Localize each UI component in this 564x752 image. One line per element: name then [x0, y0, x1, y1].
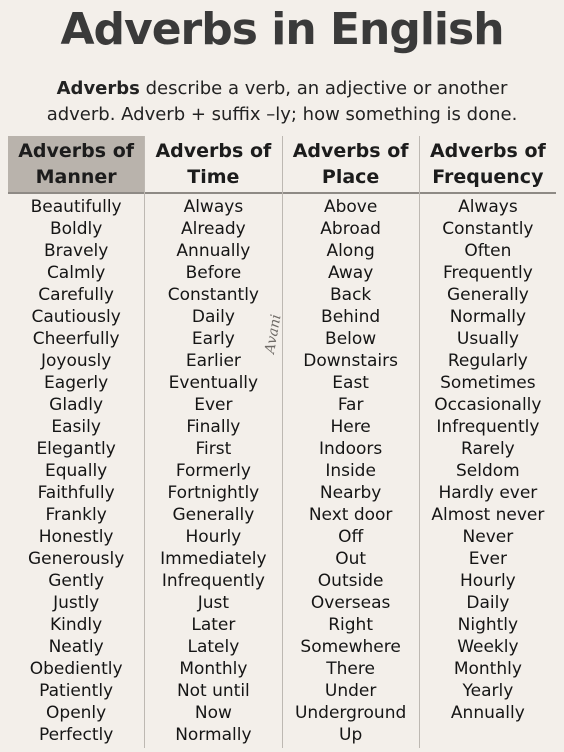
list-item: Overseas: [310, 593, 391, 613]
list-item: Elegantly: [36, 439, 116, 459]
list-item: First: [195, 439, 232, 459]
list-item: Nightly: [457, 615, 519, 635]
list-item: Downstairs: [303, 351, 398, 371]
subtitle-line-1-text: describe a verb, an adjective or another: [139, 78, 508, 99]
list-item: Justly: [53, 593, 100, 613]
list-item: Here: [330, 417, 371, 437]
list-item: Annually: [176, 241, 251, 261]
list-item: Frankly: [45, 505, 107, 525]
list-item: Formerly: [175, 461, 251, 481]
list-item: Never: [462, 527, 514, 547]
list-item: Patiently: [39, 681, 114, 701]
list-item: Infrequently: [436, 417, 540, 437]
list-item: Far: [337, 395, 364, 415]
column-header-time: Adverbs of Time: [145, 136, 281, 194]
list-item: Right: [328, 615, 374, 635]
list-item: Somewhere: [300, 637, 401, 657]
list-item: Daily: [191, 307, 235, 327]
list-item: Out: [335, 549, 367, 569]
column-header-place: Adverbs of Place: [283, 136, 419, 194]
list-item: Indoors: [319, 439, 383, 459]
list-item: Already: [181, 219, 246, 239]
list-item: Yearly: [462, 681, 514, 701]
list-item: Hourly: [460, 571, 516, 591]
list-item: Early: [191, 329, 235, 349]
list-item: Normally: [449, 307, 527, 327]
list-item: Bravely: [43, 241, 109, 261]
list-item: Abroad: [320, 219, 381, 239]
list-item: Honestly: [38, 527, 114, 547]
column-header-frequency: Adverbs of Frequency: [420, 136, 556, 194]
list-item: Weekly: [457, 637, 519, 657]
list-item: Monthly: [453, 659, 522, 679]
list-item: Cheerfully: [32, 329, 120, 349]
list-item: Perfectly: [38, 725, 114, 745]
column-place: [282, 136, 419, 748]
list-item: Kindly: [50, 615, 103, 635]
list-item: Lately: [187, 637, 240, 657]
list-item: Joyously: [40, 351, 112, 371]
list-item: Now: [194, 703, 232, 723]
column-manner: [8, 136, 144, 748]
list-item: Generally: [172, 505, 255, 525]
subtitle-line-2: adverb. Adverb + suffix –ly; how something is done.: [46, 104, 518, 125]
list-item: Immediately: [160, 549, 267, 569]
list-item: Seldom: [456, 461, 520, 481]
list-item: There: [326, 659, 375, 679]
column-list: [283, 194, 419, 746]
list-item: Earlier: [185, 351, 241, 371]
list-item: Annually: [450, 703, 525, 723]
list-item: Next door: [308, 505, 393, 525]
list-item: Calmly: [46, 263, 106, 283]
column-list: [420, 194, 556, 724]
page-title: Adverbs in English: [60, 4, 504, 55]
list-item: Beautifully: [30, 197, 122, 217]
list-item: Cautiously: [31, 307, 121, 327]
list-item: Hardly ever: [438, 483, 538, 503]
list-item: Obediently: [29, 659, 123, 679]
list-item: Daily: [466, 593, 510, 613]
list-item: Gently: [48, 571, 105, 591]
list-item: Below: [325, 329, 377, 349]
list-item: Ever: [194, 395, 233, 415]
list-item: Faithfully: [37, 483, 115, 503]
list-item: Above: [323, 197, 378, 217]
list-item: Often: [464, 241, 512, 261]
list-item: Not until: [176, 681, 250, 701]
list-item: Monthly: [179, 659, 248, 679]
list-item: Generally: [446, 285, 529, 305]
list-item: Away: [327, 263, 374, 283]
list-item: Openly: [46, 703, 107, 723]
list-item: Normally: [175, 725, 252, 745]
list-item: Neatly: [48, 637, 104, 657]
signature-watermark: Avani: [262, 313, 285, 355]
list-item: Behind: [321, 307, 381, 327]
list-item: Occasionally: [434, 395, 542, 415]
list-item: Frequently: [442, 263, 533, 283]
adverbs-table: [8, 136, 556, 748]
column-list: [145, 194, 281, 746]
list-item: Eagerly: [44, 373, 109, 393]
column-time: [144, 136, 281, 748]
list-item: Generously: [27, 549, 125, 569]
list-item: Rarely: [461, 439, 515, 459]
list-item: Regularly: [447, 351, 528, 371]
list-item: Back: [329, 285, 372, 305]
list-item: Usually: [456, 329, 519, 349]
list-item: Underground: [294, 703, 407, 723]
list-item: Always: [458, 197, 518, 217]
list-item: Finally: [186, 417, 241, 437]
subtitle-bold-term: Adverbs: [56, 78, 140, 99]
column-header-manner: Adverbs of Manner: [8, 136, 144, 194]
list-item: Constantly: [442, 219, 534, 239]
column-frequency: [419, 136, 556, 748]
list-item: Always: [183, 197, 244, 217]
list-item: Equally: [45, 461, 108, 481]
subtitle-line-1: [0, 76, 564, 102]
list-item: Along: [326, 241, 375, 261]
list-item: Under: [324, 681, 377, 701]
list-item: Up: [339, 725, 363, 745]
list-item: Hourly: [185, 527, 242, 547]
list-item: Infrequently: [161, 571, 265, 591]
list-item: Fortnightly: [167, 483, 260, 503]
list-item: Constantly: [167, 285, 259, 305]
list-item: Later: [191, 615, 236, 635]
list-item: Inside: [325, 461, 376, 481]
list-item: Boldly: [49, 219, 103, 239]
list-item: Sometimes: [440, 373, 536, 393]
list-item: Before: [185, 263, 242, 283]
list-item: Eventually: [168, 373, 259, 393]
list-item: Almost never: [431, 505, 545, 525]
list-item: Outside: [317, 571, 384, 591]
list-item: Ever: [468, 549, 507, 569]
subtitle: [0, 76, 564, 128]
column-list: [8, 194, 144, 746]
list-item: Gladly: [49, 395, 104, 415]
list-item: Just: [197, 593, 230, 613]
list-item: Carefully: [38, 285, 114, 305]
list-item: Off: [338, 527, 364, 547]
list-item: Nearby: [319, 483, 382, 503]
list-item: East: [332, 373, 369, 393]
list-item: Easily: [51, 417, 101, 437]
